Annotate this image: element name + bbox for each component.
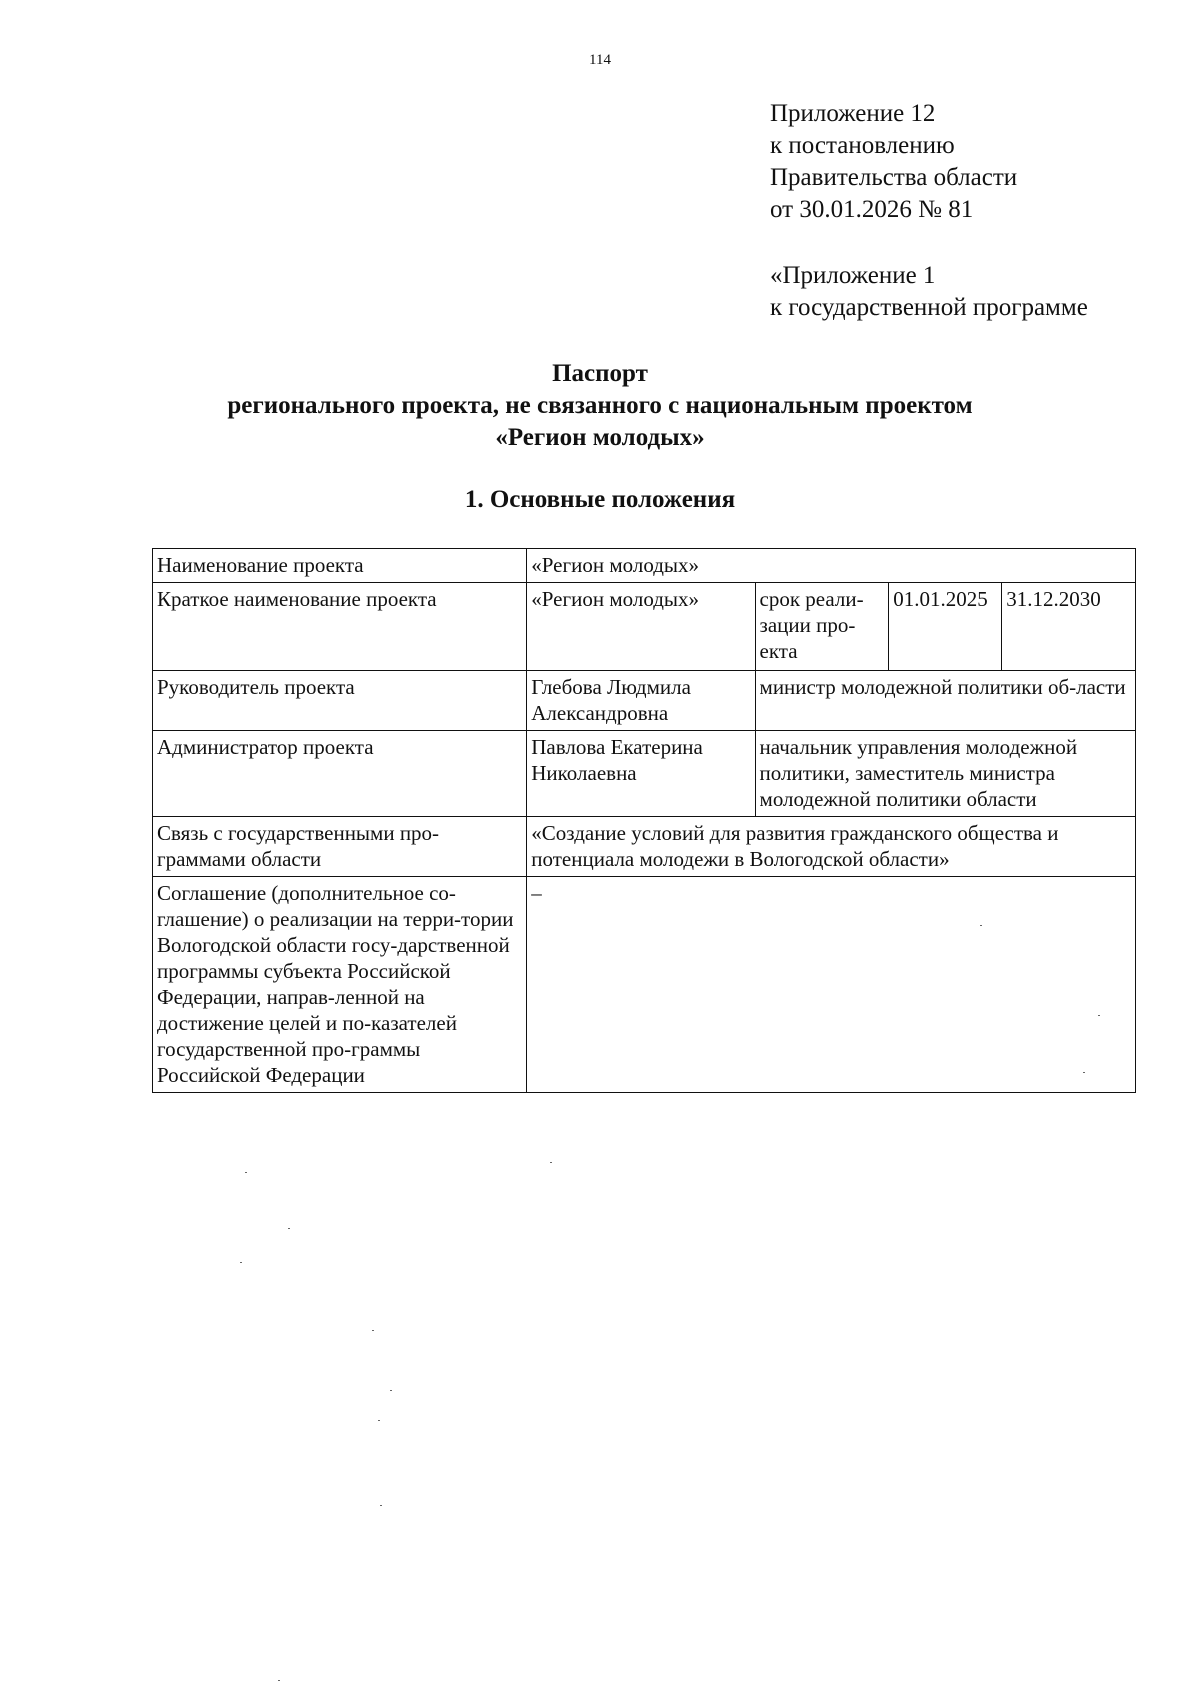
head-position: министр молодежной политики об-ласти [755,671,1135,731]
title-line: Паспорт [552,360,648,387]
annex-header [770,98,1017,226]
scan-speck [278,1680,280,1681]
term-label: срок реали-зации про-екта [755,583,889,671]
annex-header-line: от 30.01.2026 № 81 [770,196,974,223]
programs-link-value: «Создание условий для развития гражданского общества и потенциала молодежи в Вологодской области» [527,817,1136,877]
scan-speck [288,1228,290,1229]
scan-speck [550,1162,552,1163]
title-line: регионального проекта, не связанного с национальным проектом [227,392,973,419]
row-label: Руководитель проекта [153,671,527,731]
document-title [0,358,1200,454]
annex-header-line: к постановлению [770,132,955,159]
administrator-position: начальник управления молодежной политики, заместитель министра молодежной политики области [755,731,1135,817]
start-date: 01.01.2025 [889,583,1002,671]
scan-speck [240,1262,242,1263]
scan-speck [380,1505,382,1506]
row-label: Администратор проекта [153,731,527,817]
scan-speck [378,1420,380,1421]
table-row [153,817,1136,877]
short-name-value: «Регион молодых» [527,583,755,671]
table-row [153,877,1136,1093]
scan-speck [1083,1072,1085,1073]
end-date: 31.12.2030 [1002,583,1136,671]
row-label: Наименование проекта [153,549,527,583]
annex-program [770,260,1088,324]
scan-speck [1098,1015,1100,1016]
page-number: 114 [589,52,611,68]
scan-speck [390,1390,392,1391]
head-name: Глебова Людмила Александровна [527,671,755,731]
row-label: Соглашение (дополнительное со-глашение) о реализации на терри-тории Вологодской области госу-дарственной программы субъекта Российской Федерации, направ-ленной на достижение целей и по-казателей государственной про-граммы Российской Федерации [153,877,527,1093]
title-line: «Регион молодых» [495,424,705,451]
annex-header-line: Приложение 12 [770,100,936,127]
project-name-value: «Регион молодых» [527,549,1136,583]
scan-speck [245,1172,247,1173]
annex-header-line: Правительства области [770,164,1018,191]
scan-speck [980,925,982,926]
row-label: Краткое наименование проекта [153,583,527,671]
section-heading: 1. Основные положения [464,486,736,513]
passport-table [152,548,1136,1093]
table-row [153,549,1136,583]
agreement-value: – [527,877,1136,1093]
row-label: Связь с государственными про-граммами области [153,817,527,877]
table-row [153,731,1136,817]
table-row [153,671,1136,731]
table-row [153,583,1136,671]
annex-program-line: «Приложение 1 [770,262,936,289]
annex-program-line: к государственной программе [770,294,1088,321]
administrator-name: Павлова Екатерина Николаевна [527,731,755,817]
scan-speck [372,1330,374,1331]
